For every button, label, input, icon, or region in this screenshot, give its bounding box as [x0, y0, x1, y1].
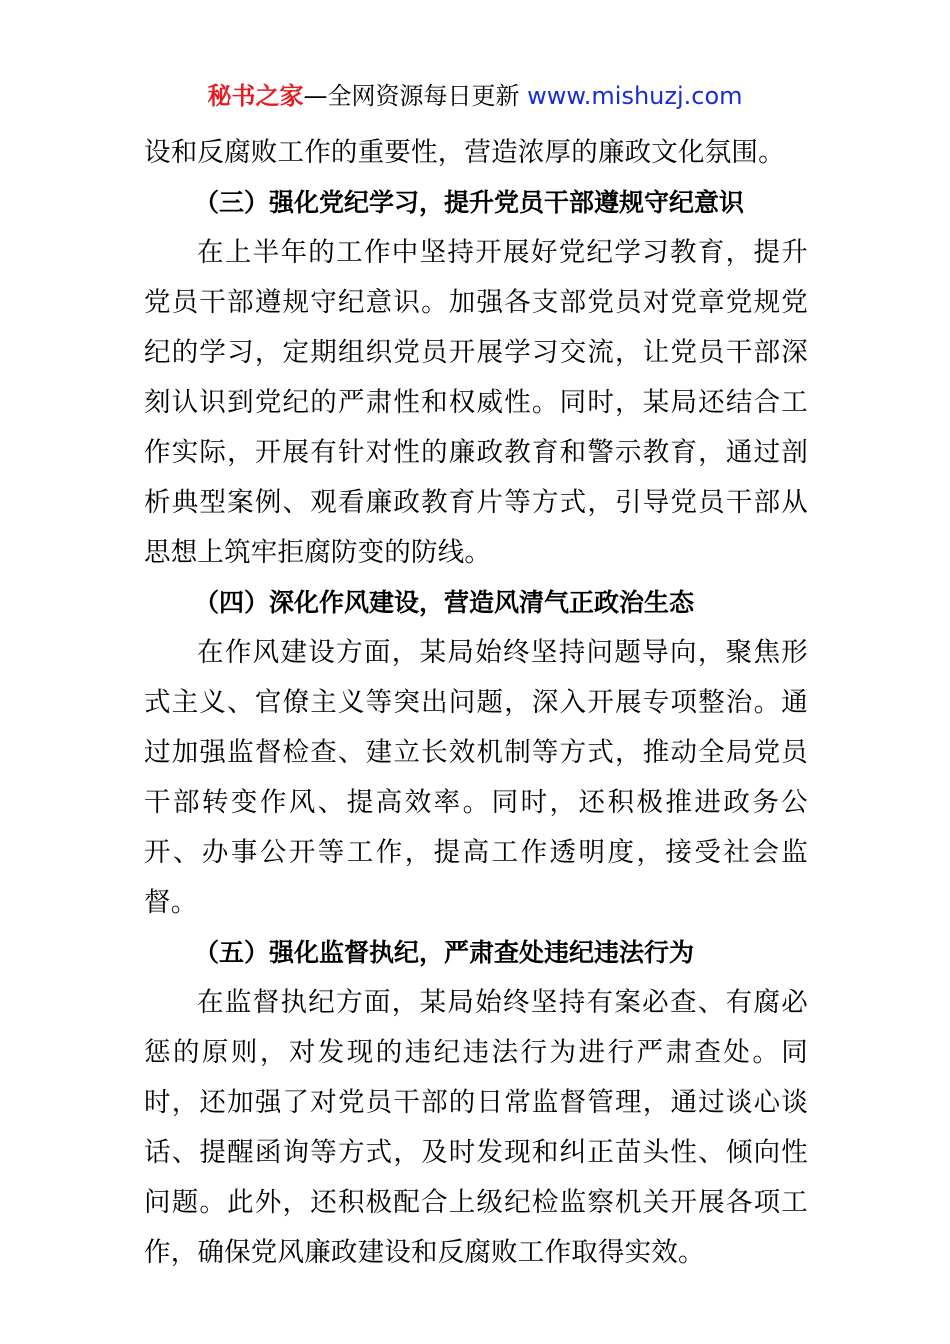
header-tagline: —全网资源每日更新 — [303, 82, 520, 110]
section-heading-5: （五）强化监督执纪，严肃查处违纪违法行为 — [194, 938, 695, 967]
site-header — [0, 78, 950, 114]
paragraph-section-4: 在作风建设方面，某局始终坚持问题导向，聚焦形式主义、官僚主义等突出问题，深入开展专项整治。通过加强监督检查、建立长效机制等方式，推动全局党员干部转变作风、提高效率。同时，还积极推进政务公开、办事公开等工作，提高工作透明度，接受社会监督。 — [144, 637, 808, 918]
brand-name: 秘书之家 — [207, 82, 304, 110]
section-heading-4: （四）深化作风建设，营造风清气正政治生态 — [194, 588, 695, 617]
paragraph-section-3: 在上半年的工作中坚持开展好党纪学习教育，提升党员干部遵规守纪意识。加强各支部党员对党章党规党纪的学习，定期组织党员开展学习交流，让党员干部深刻认识到党纪的严肃性和权威性。同时，某局还结合工作实际，开展有针对性的廉政教育和警示教育，通过剖析典型案例、观看廉政教育片等方式，引导党员干部从思想上筑牢拒腐防变的防线。 — [144, 237, 808, 568]
document-body — [144, 128, 808, 1278]
paragraph-continued: 设和反腐败工作的重要性，营造浓厚的廉政文化氛围。 — [144, 137, 785, 168]
section-heading-3: （三）强化党纪学习，提升党员干部遵规守纪意识 — [194, 188, 745, 217]
paragraph-section-5: 在监督执纪方面，某局始终坚持有案必查、有腐必惩的原则，对发现的违纪违法行为进行严肃查处。同时，还加强了对党员干部的日常监督管理，通过谈心谈话、提醒函询等方式，及时发现和纠正苗头性、倾向性问题。此外，还积极配合上级纪检监察机关开展各项工作，确保党风廉政建设和反腐败工作取得实效。 — [144, 987, 808, 1268]
site-url-link[interactable]: www.mishuzj.com — [527, 82, 743, 110]
